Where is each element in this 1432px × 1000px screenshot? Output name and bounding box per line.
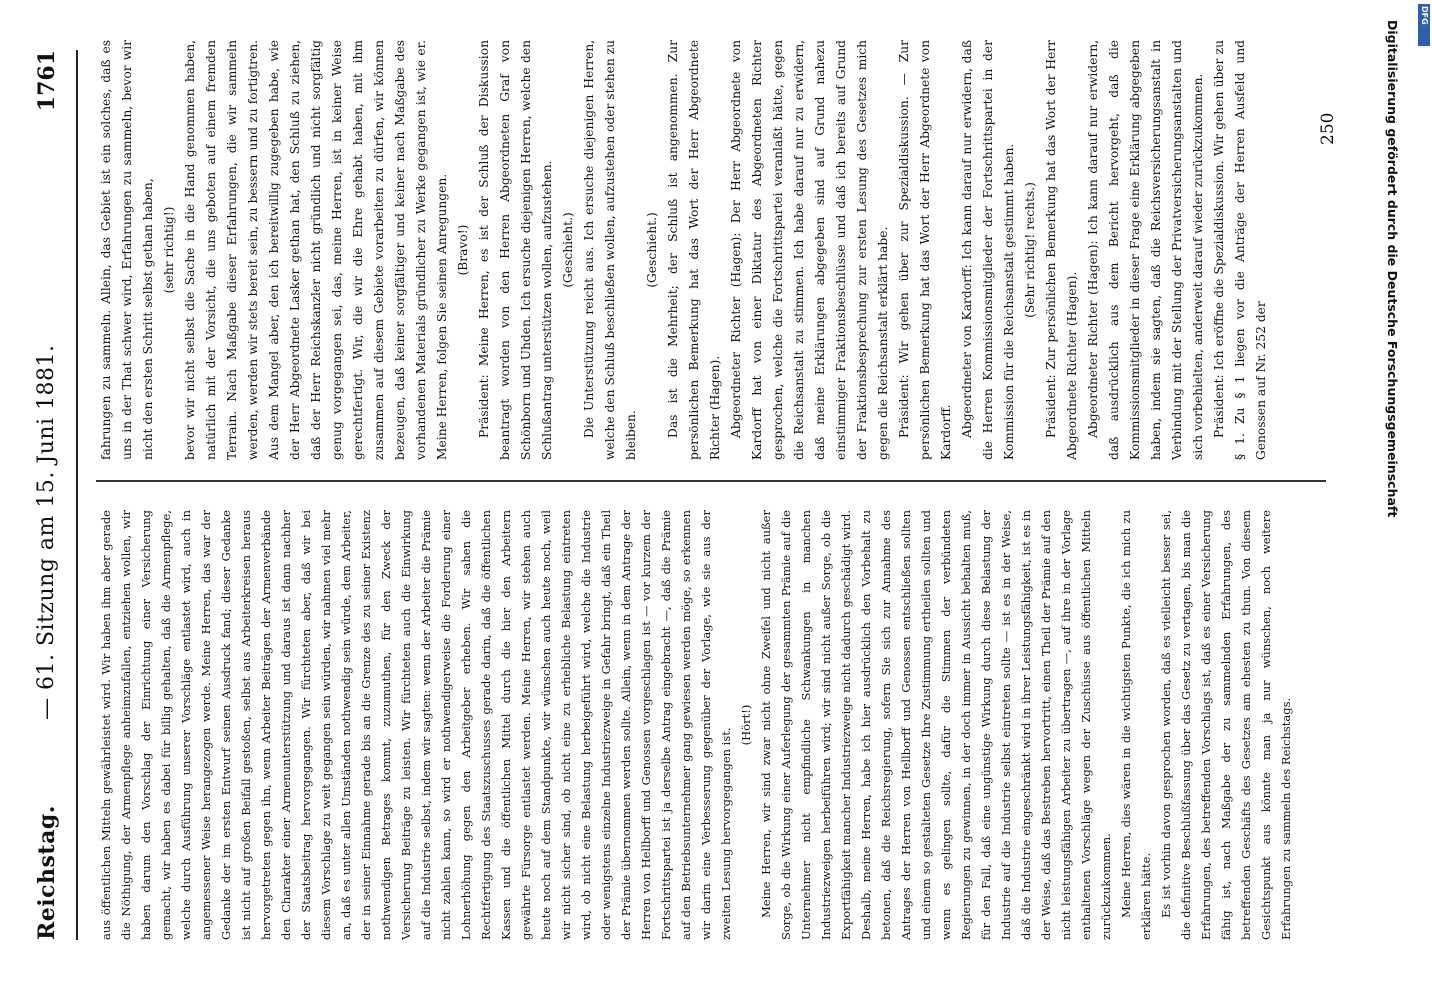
paragraph: Abgeordneter von Kardorff: Ich kann darauf nur erwidern, daß die Herren Kommissionsmitglieder der Fortschrittspartei in der Kommission für die Reichsanstalt gestimmt haben. — [960, 40, 1016, 460]
dfg-logo-text: DFG — [1420, 6, 1429, 25]
paragraph: Es ist vorhin davon gesprochen worden, daß es vielleicht besser sei, die definitive Beschlußfassung über das Gesetz zu vertagen, bis man die Erfahrungen, des betreffenden Vorschlags ist, daß es einer Versicherung fähig ist, nach Maßgabe der zu sammelnden Erfahrungen, des betreffenden Geschäfts des Gesetzes am ehesten zu thun. Von diesem Gesichtspunkt aus könnte man ja nur wünschen, noch weitere Erfahrungen zu sammeln des Reichstags. — [1159, 510, 1293, 940]
paragraph: fahrungen zu sammeln. Allein, das Gebiet ist ein solches, daß es uns in der That schwer wird, Erfahrungen zu sammeln, bevor wir nicht den ersten Schritt selbst gethan haben, — [99, 40, 155, 460]
digitization-note: Digitalisierung gefördert durch die Deutsche Forschungsgemeinschaft — [1385, 20, 1400, 518]
interjection: (Geschieht.) — [561, 212, 575, 288]
signature-mark: 250 — [1318, 112, 1338, 145]
left-column — [96, 510, 1296, 940]
paragraph: Abgeordneter Richter (Hagen): Ich kann darauf nur erwidern, daß ausdrücklich aus dem Bericht hervorgeht, daß die Kommissionsmitglieder in dieser Frage eine Erklärung abgegeben haben, indem sie sagten, daß die Reichsversicherungsanstalt in Verbindung mit der Stellung der Privatversicherungsanstalten und sich vorbehielten, anderweit darauf wieder zurückzukommen. — [1086, 40, 1205, 460]
paragraph: bevor wir nicht selbst die Sache in die Hand genommen haben, natürlich mit der Vorsicht, die uns geboten auf einem fremden Terrain. Nach Maßgabe dieser Erfahrungen, die wir sammeln werden, werden wir stets bereit sein, zu bessern und zu fortigtren. Aus dem Mangel aber, den ich bereitwillig zugegeben habe, wie der Herr Abgeordnete Lasker gethan hat, den Schluß zu ziehen, daß der Herr Reichskanzler nicht gründlich und nicht sorgfältig genug vorgegangen sei, das, meine Herren, ist in keiner Weise gerechtfertigt. Wir, die wir die Ehre gehabt haben, mit ihm zusammen auf diesem Gebiete vorarbeiten zu dürfen, wir können bezeugen, daß keiner sorgfältiger und keiner nach Maßgabe des vorhandenen Materials gründlicher zu Werke gegangen ist, wie er. Meine Herren, folgen Sie seinen Anregungen. — [183, 40, 449, 460]
header-publication: Reichstag. — [34, 805, 60, 940]
interjection: (Hört!) — [739, 704, 753, 746]
paragraph: Präsident: Wir gehen über zur Spezialdiskussion. — Zur persönlichen Bemerkung hat das Wort der Herr Abgeordnete von Kardorff. — [897, 40, 953, 460]
interjection: (Sehr richtig! rechts.) — [1023, 182, 1037, 318]
interjection: (sehr richtig!) — [162, 206, 176, 294]
column-divider — [96, 480, 1326, 482]
right-column — [96, 40, 1272, 460]
header-page-number: 1761 — [34, 50, 60, 112]
page-header — [28, 50, 68, 940]
header-rule — [76, 50, 78, 940]
interjection: (Bravo!) — [456, 224, 470, 276]
paragraph: aus öffentlichen Mitteln gewährleistet wird. Wir haben ihm aber gerade die Nöthigung, der Armenpflege anheimzufallen, entziehen wollen, wir haben darum den Vorschlag der Einrichtung einer Versicherung gemacht, wir haben es dabei für billig gehalten, daß die Armenpflege, welche durch Ausführung unserer Vorschläge entlastet wird, auch in angemessener Weise herangezogen werde. Meine Herren, das war der Gedanke der im ersten Entwurf seinen Ausdruck fand; dieser Gedanke ist nicht auf großen Beifall gestoßen, selbst aus Arbeiterkreisen heraus hervorgetreten gegen ihn, wenn Arbeiter Beiträgen der Armenverbände den Charakter einer Armenunterstützung und daraus ist dann nachher der Staatsbeitrag hervorgegangen. Wir fürchteten aber, daß wir bei diesem Vorschlage zu weit gegangen sein würden, wir nahmen viel mehr an, daß es unter allen Umständen nothwendig sein würde, dem Arbeiter, der in seiner Einnahme gerade bis an die Grenze des zu seiner Existenz nothwendigen Betrages kommt, zuzumuthen, für den Zweck der Versicherung Beiträge zu leisten. Wir fürchteten auch die Einwirkung auf die Industrie selbst, indem wir sagten: wenn der Arbeiter die Prämie nicht zahlen kann, so wird er nothwendigerweise die Forderung einer Lohnerhöhung gegen den Arbeitgeber erheben. Wir sahen die Rechtfertigung des Staatszuschusses gerade darin, daß die öffentlichen Kassen und die öffentlichen Mittel durch die hier den Arbeitern gewährte Fürsorge entlastet werden. Meine Herren, wir stehen auch heute noch auf dem Standpunkte, wir wünschen auch heute noch, weil wir nicht sicher sind, ob nicht eine zu erhebliche Belastung eintreten wird, ob nicht eine Belastung herbeigeführt wird, welche die Industrie oder wenigstens einzelne Industriezweige in Gefahr bringt, daß ein Theil der Prämie übernommen werden sollte. Allein, wenn in dem Antrage der Herren von Hellborff und Genossen vorgeschlagen ist — vor kurzem der Fortschrittspartei ist ja derselbe Antrag eingebracht —, daß die Prämie auf den Betriebsunternehmer gang gewiesen werden möge, so erkennen wir darin eine Verbesserung gegenüber der Vorlage, wie sie aus der zweiten Lesung hervorgegangen ist. — [99, 510, 733, 940]
paragraph: Präsident: Ich eröffne die Spezialdiskussion. Wir gehen über zu § 1. Zu § 1 liegen vor die Anträge der Herren Ausfeld und Genossen auf Nr. 252 der — [1212, 40, 1268, 460]
paragraph: Die Unterstützung reicht aus. Ich ersuche diejenigen Herren, welche den Schluß beschließen wollen, aufzustehen oder stehen zu bleiben. — [582, 40, 638, 460]
paragraph: Meine Herren, dies wären in die wichtigsten Punkte, die ich mich zu erklären hätte. — [1119, 510, 1153, 940]
interjection: (Geschieht.) — [645, 212, 659, 288]
paragraph: Präsident: Zur persönlichen Bemerkung hat das Wort der Herr Abgeordnete Richter (Hagen). — [1044, 40, 1079, 460]
paragraph: Abgeordneter Richter (Hagen): Der Herr Abgeordnete von Kardorff hat von einer Diktatur des Abgeordneten Richter gesprochen, welche die Fortschrittspartei veranlaßt hätte, gegen die Reichsanstalt zu stimmen. Ich habe darauf nur zu erwidern, daß meine Erklärungen abgegeben sind auf Grund nahezu einstimmiger Fraktionsbeschlüsse und daß ich bereits auf Grund der Fraktionsbesprechung zur ersten Lesung des Gesetzes mich gegen die Reichsanstalt erklärt habe. — [729, 40, 890, 460]
paragraph: Das ist die Mehrheit; der Schluß ist angenommen. Zur persönlichen Bemerkung hat das Wort der Herr Abgeordnete Richter (Hagen). — [666, 40, 722, 460]
paragraph: Präsident: Meine Herren, es ist der Schluß der Diskussion beantragt worden von den Herren Abgeordneten Graf von Schönborn und Uhden. Ich ersuche diejenigen Herren, welche den Schlußantrag unterstützen wollen, aufzustehen. — [477, 40, 554, 460]
paragraph: Meine Herren, wir sind zwar nicht ohne Zweifel und nicht außer Sorge, ob die Wirkung einer Auferlegung der gesammten Prämie auf die Unternehmer nicht empfindliche Schwankungen in manchen Industriezweigen herbeiführen wird; wir sind nicht außer Sorge, ob die Exportfähigkeit mancher Industriezweige nicht dadurch geschädigt wird. Deshalb, meine Herren, habe ich hier ausdrücklich den Vorbehalt zu betonen, daß die Reichsregierung, sofern Sie sich zur Annahme des Antrages der Herren von Hellborff und Genossen entschließen sollten und einem so gestalteten Gesetze Ihre Zustimmung ertheilen sollten und wenn es gelingen sollte, dafür die Stimmen der verbündeten Regierungen zu gewinnen, in der doch immer in Aussicht behalten muß, für den Fall, daß eine ungünstige Wirkung durch diese Belastung der Industrie auf die Industrie selbst eintreten sollte — ist es in der Weise, daß die Industrie eingeschränkt wird in ihrer Leistungsfähigkeit, ist es in der Weise, daß das Bestreben hervortritt, einen Theil der Prämie auf den nicht leistungsfähigen Arbeiter zu übertragen —, auf ihre in der Vorlage enthaltenen Vorschläge wegen der Zuschüsse aus öffentlichen Mitteln zurückzukommen. — [759, 510, 1113, 940]
dfg-logo — [1418, 4, 1430, 46]
header-session: — 61. Sitzung am 15. Juni 1881. — [34, 344, 59, 720]
